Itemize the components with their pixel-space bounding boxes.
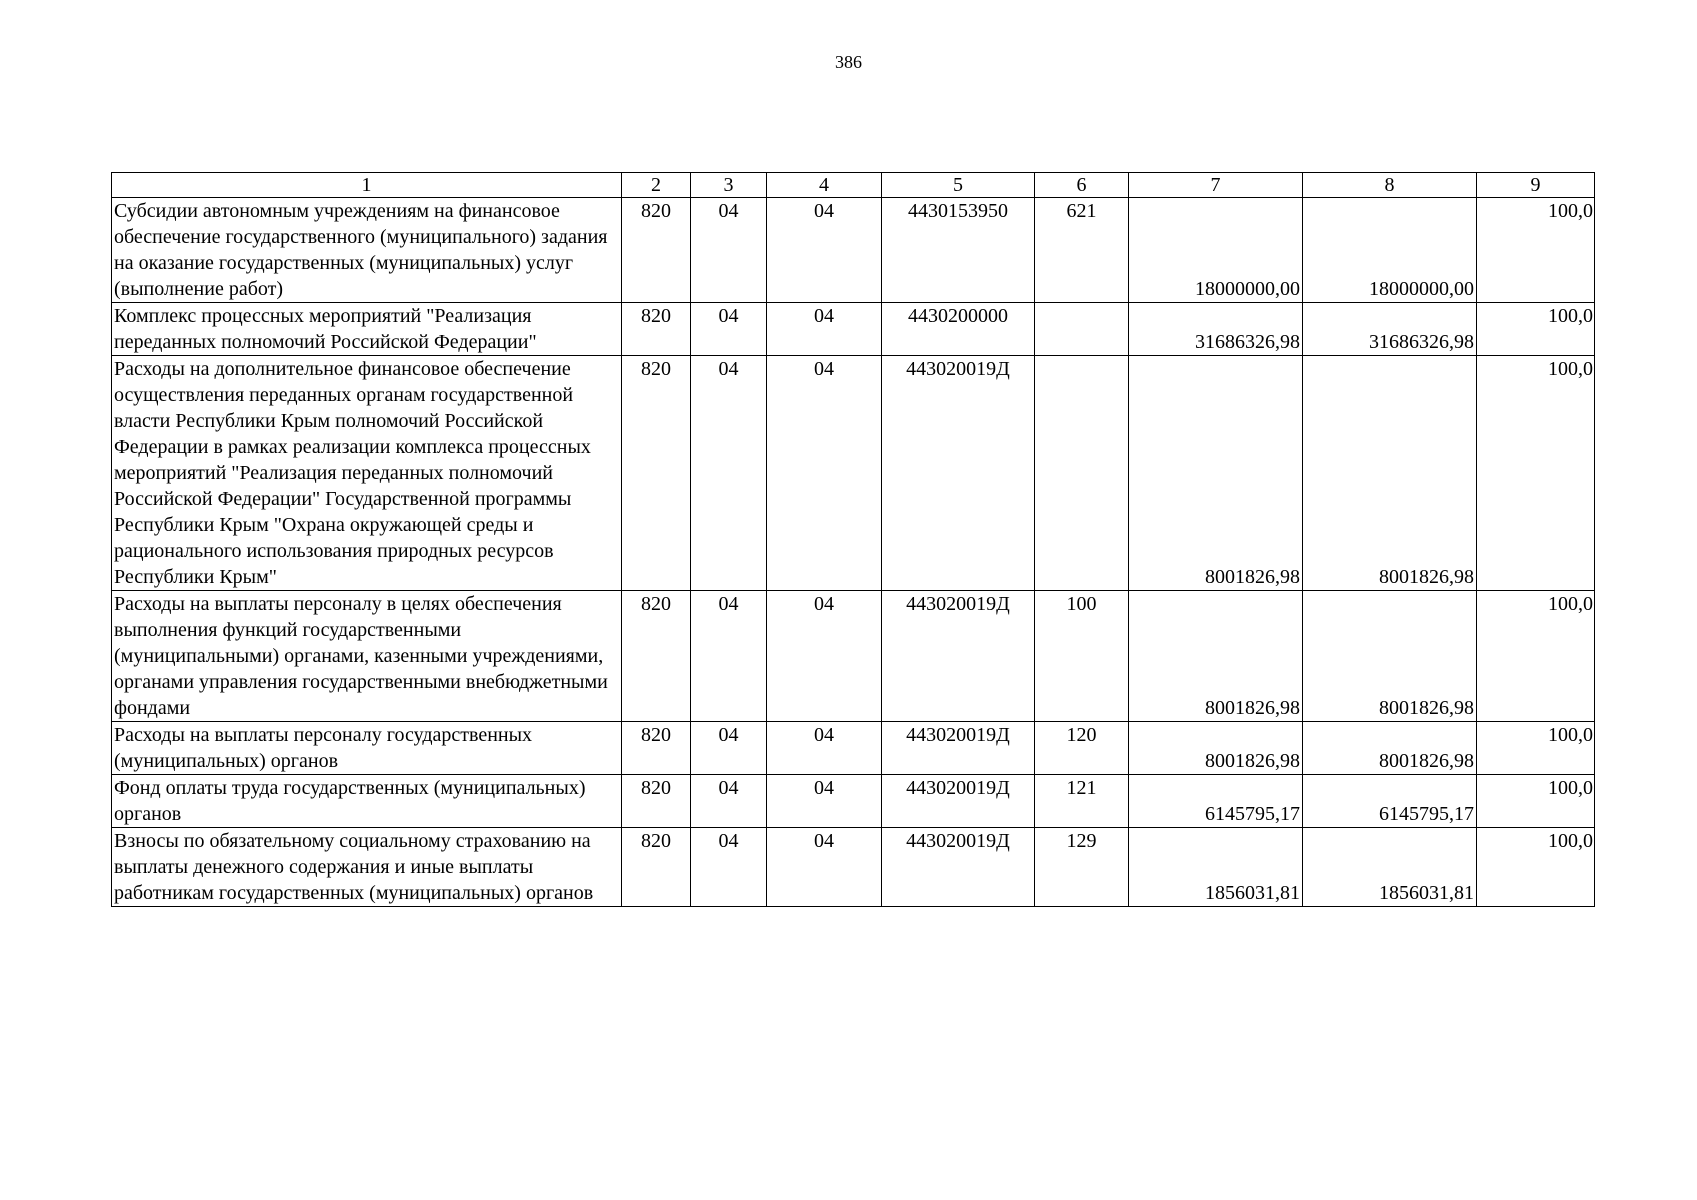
- row-percent: 100,0: [1477, 775, 1595, 828]
- row-section: 04: [691, 198, 767, 303]
- row-section: 04: [691, 591, 767, 722]
- row-subsection: 04: [767, 775, 882, 828]
- row-subsection: 04: [767, 828, 882, 907]
- row-name: Комплекс процессных мероприятий "Реализация переданных полномочий Российской Федерации": [112, 303, 622, 356]
- row-admin-code: 820: [622, 775, 691, 828]
- row-expense-type: [1035, 356, 1129, 591]
- budget-table: [111, 172, 1595, 907]
- row-admin-code: 820: [622, 303, 691, 356]
- row-section: 04: [691, 356, 767, 591]
- row-name: Расходы на выплаты персоналу государственных (муниципальных) органов: [112, 722, 622, 775]
- column-header-8: 8: [1303, 173, 1477, 198]
- row-amount-planned: 1856031,81: [1129, 828, 1303, 907]
- column-header-7: 7: [1129, 173, 1303, 198]
- row-expense-type: 621: [1035, 198, 1129, 303]
- table-row: [112, 303, 1595, 356]
- table-body: [112, 198, 1595, 907]
- row-name: Расходы на дополнительное финансовое обеспечение осуществления переданных органам государственной власти Республики Крым полномочий Российской Федерации в рамках реализации комплекса процессных мероприятий "Реализация переданных полномочий Российской Федерации" Государственной программы Республики Крым "Охрана окружающей среды и рационального использования природных ресурсов Республики Крым": [112, 356, 622, 591]
- row-section: 04: [691, 303, 767, 356]
- row-percent: 100,0: [1477, 591, 1595, 722]
- column-header-1: 1: [112, 173, 622, 198]
- row-subsection: 04: [767, 356, 882, 591]
- row-amount-planned: 18000000,00: [1129, 198, 1303, 303]
- column-header-2: 2: [622, 173, 691, 198]
- row-name: Расходы на выплаты персоналу в целях обеспечения выполнения функций государственными (муниципальными) органами, казенными учреждениями, органами управления государственными внебюджетными фондами: [112, 591, 622, 722]
- page-number: 386: [835, 52, 862, 72]
- row-expense-type: 100: [1035, 591, 1129, 722]
- row-name: Фонд оплаты труда государственных (муниципальных) органов: [112, 775, 622, 828]
- row-target-article: 443020019Д: [882, 775, 1035, 828]
- column-header-3: 3: [691, 173, 767, 198]
- table-row: [112, 198, 1595, 303]
- row-admin-code: 820: [622, 828, 691, 907]
- table-header: [112, 173, 1595, 198]
- column-header-4: 4: [767, 173, 882, 198]
- row-amount-actual: 8001826,98: [1303, 722, 1477, 775]
- row-target-article: 443020019Д: [882, 591, 1035, 722]
- row-name: Взносы по обязательному социальному страхованию на выплаты денежного содержания и иные выплаты работникам государственных (муниципальных) органов: [112, 828, 622, 907]
- row-section: 04: [691, 775, 767, 828]
- row-target-article: 443020019Д: [882, 828, 1035, 907]
- row-admin-code: 820: [622, 722, 691, 775]
- row-expense-type: 129: [1035, 828, 1129, 907]
- row-percent: 100,0: [1477, 828, 1595, 907]
- row-amount-planned: 8001826,98: [1129, 722, 1303, 775]
- header-row: [112, 173, 1595, 198]
- row-target-article: 443020019Д: [882, 722, 1035, 775]
- row-section: 04: [691, 828, 767, 907]
- row-amount-actual: 8001826,98: [1303, 356, 1477, 591]
- column-header-6: 6: [1035, 173, 1129, 198]
- table-row: [112, 828, 1595, 907]
- row-admin-code: 820: [622, 356, 691, 591]
- row-percent: 100,0: [1477, 198, 1595, 303]
- row-target-article: 4430200000: [882, 303, 1035, 356]
- table-row: [112, 591, 1595, 722]
- row-name: Субсидии автономным учреждениям на финансовое обеспечение государственного (муниципального) задания на оказание государственных (муниципальных) услуг (выполнение работ): [112, 198, 622, 303]
- table-row: [112, 722, 1595, 775]
- row-expense-type: 120: [1035, 722, 1129, 775]
- row-percent: 100,0: [1477, 303, 1595, 356]
- row-percent: 100,0: [1477, 356, 1595, 591]
- column-header-5: 5: [882, 173, 1035, 198]
- row-amount-planned: 8001826,98: [1129, 591, 1303, 722]
- column-header-9: 9: [1477, 173, 1595, 198]
- row-expense-type: 121: [1035, 775, 1129, 828]
- row-admin-code: 820: [622, 198, 691, 303]
- row-amount-actual: 8001826,98: [1303, 591, 1477, 722]
- row-target-article: 4430153950: [882, 198, 1035, 303]
- row-expense-type: [1035, 303, 1129, 356]
- row-amount-actual: 31686326,98: [1303, 303, 1477, 356]
- row-amount-planned: 8001826,98: [1129, 356, 1303, 591]
- row-subsection: 04: [767, 198, 882, 303]
- table-row: [112, 775, 1595, 828]
- row-percent: 100,0: [1477, 722, 1595, 775]
- row-section: 04: [691, 722, 767, 775]
- row-target-article: 443020019Д: [882, 356, 1035, 591]
- row-subsection: 04: [767, 303, 882, 356]
- table-row: [112, 356, 1595, 591]
- row-amount-actual: 18000000,00: [1303, 198, 1477, 303]
- row-subsection: 04: [767, 591, 882, 722]
- row-amount-actual: 6145795,17: [1303, 775, 1477, 828]
- row-admin-code: 820: [622, 591, 691, 722]
- row-amount-actual: 1856031,81: [1303, 828, 1477, 907]
- row-subsection: 04: [767, 722, 882, 775]
- row-amount-planned: 31686326,98: [1129, 303, 1303, 356]
- row-amount-planned: 6145795,17: [1129, 775, 1303, 828]
